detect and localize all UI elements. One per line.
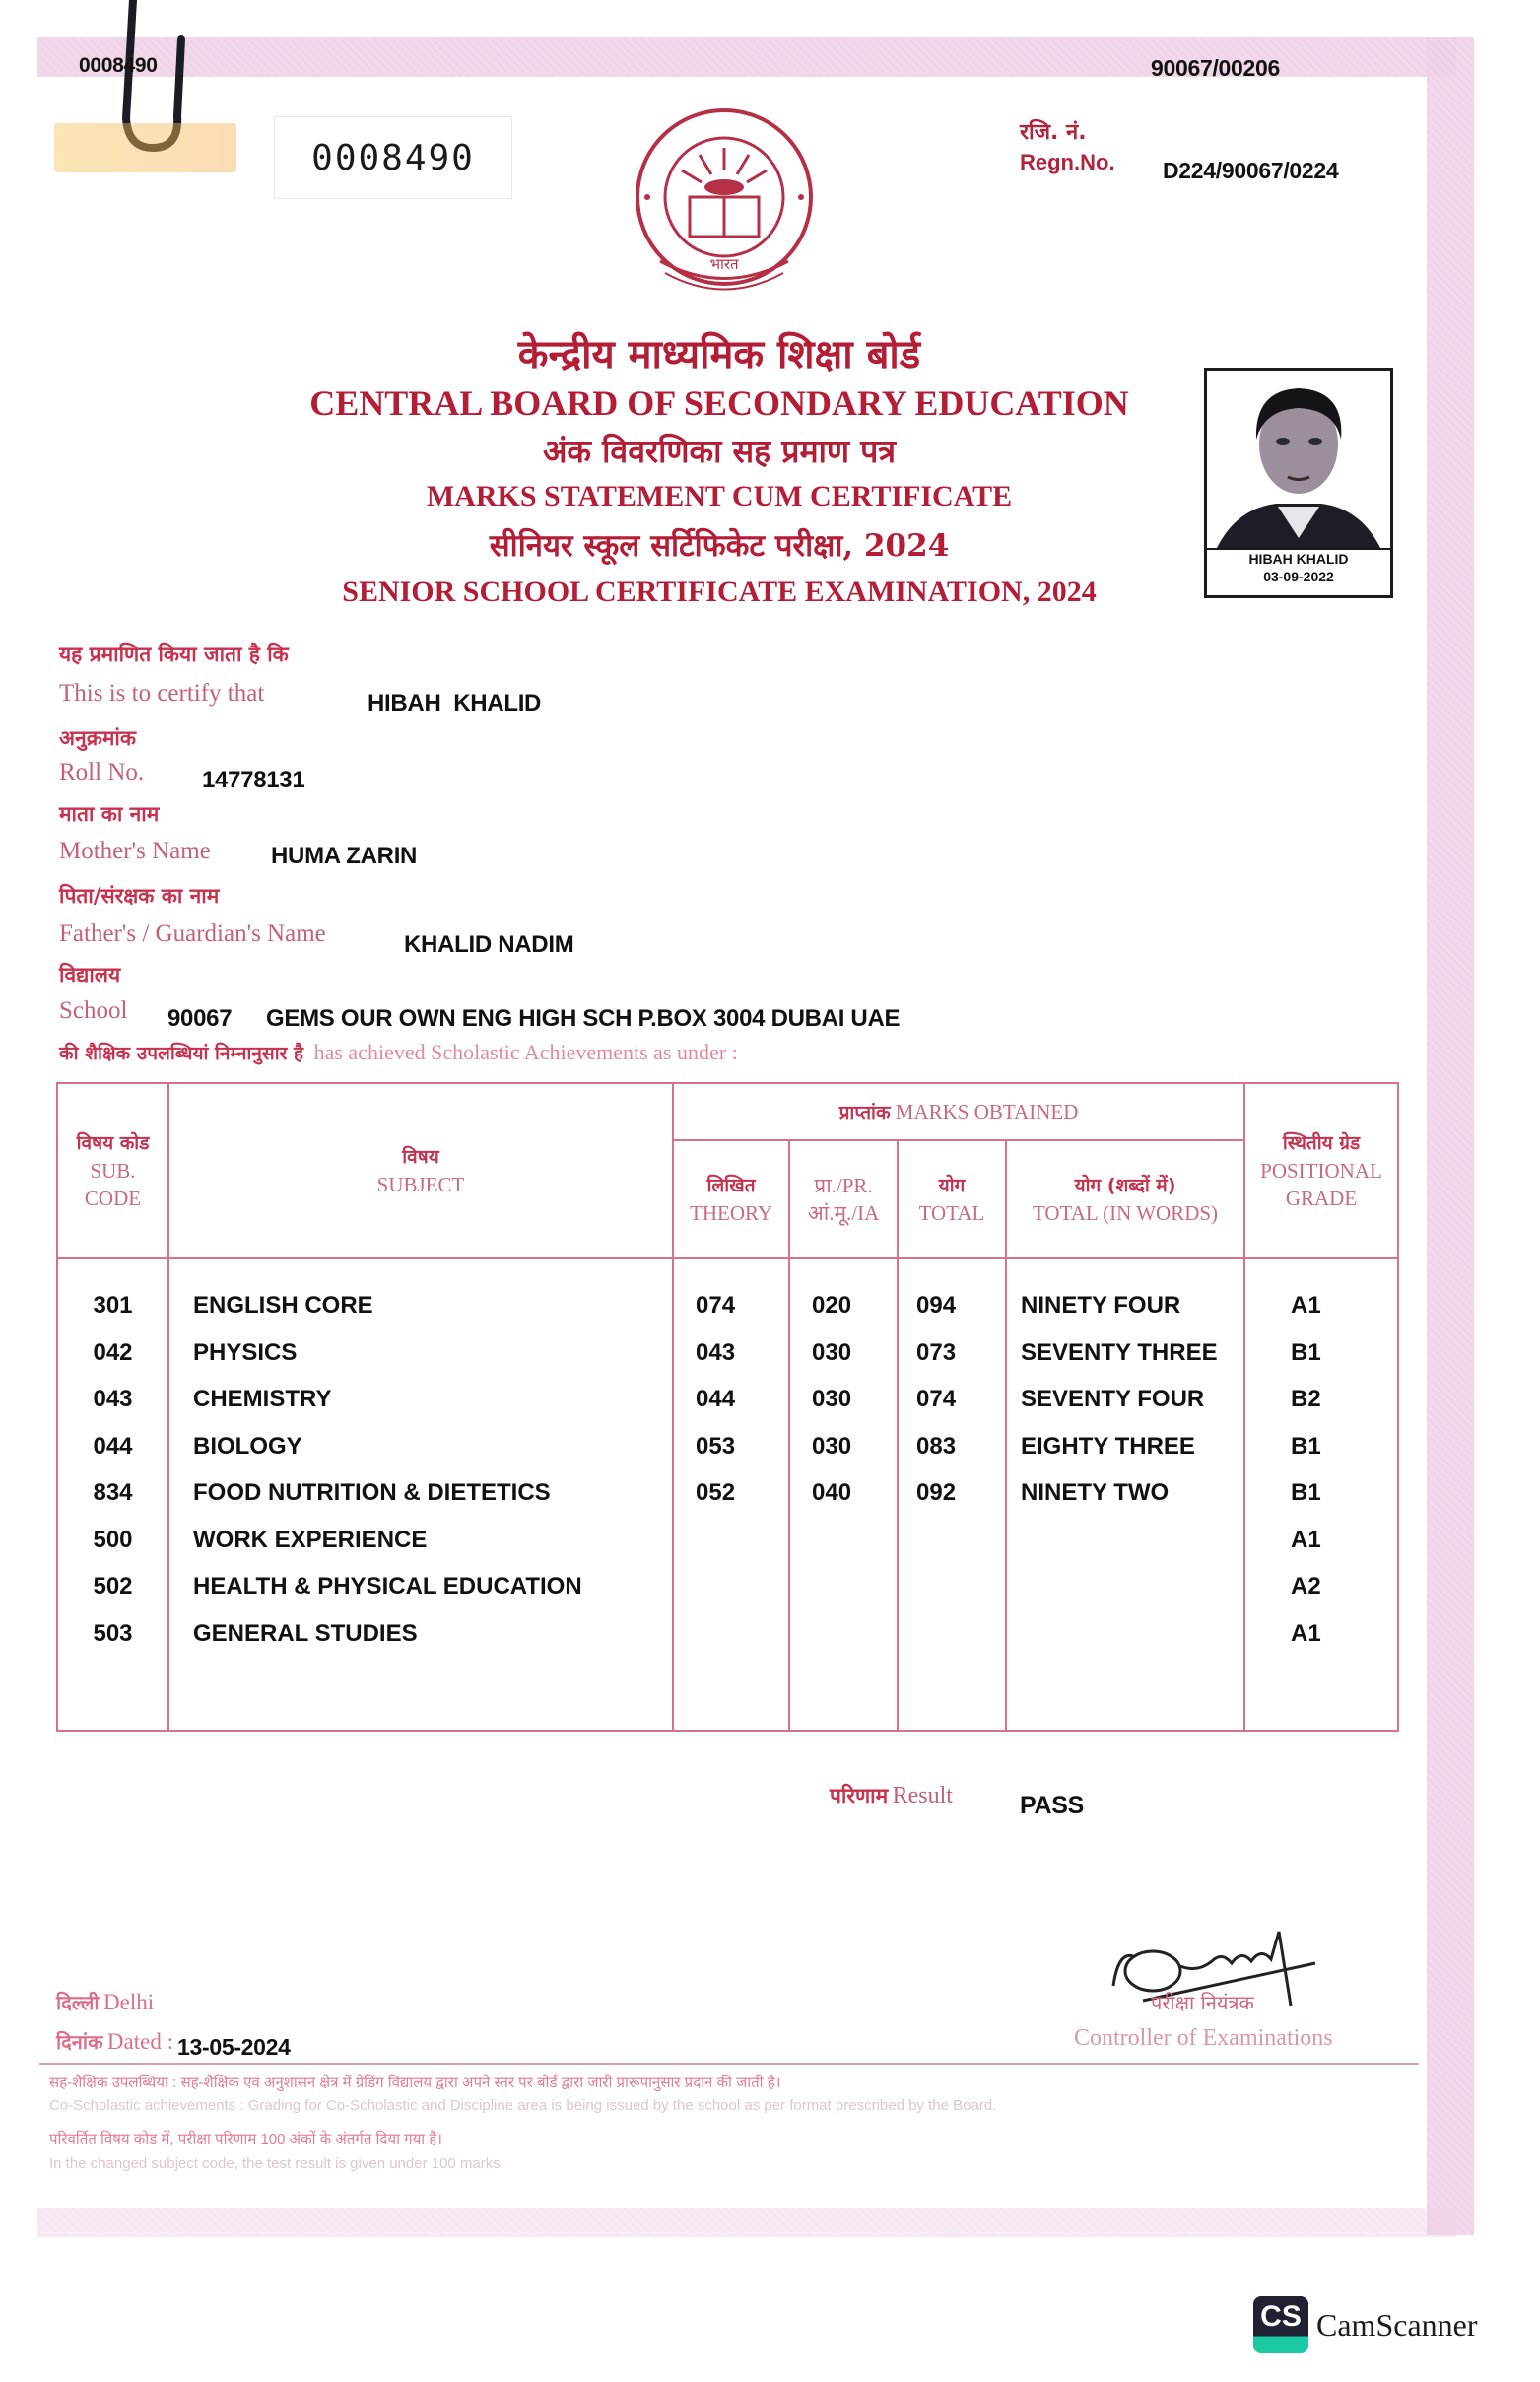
header-grade-english: POSITIONAL GRADE xyxy=(1260,1158,1382,1210)
cell-subject: HEALTH & PHYSICAL EDUCATION xyxy=(193,1573,582,1599)
cell-subject: GENERAL STUDIES xyxy=(193,1619,418,1647)
footnote-2: Co-Scholastic achievements : Grading for Co-Scholastic and Discipline area is being issued by the school as per format prescribed by the Board. xyxy=(49,2097,997,2114)
cell-practical: 030 xyxy=(812,1432,852,1460)
top-right-code: 90067/00206 xyxy=(1151,55,1281,81)
cell-grade: B1 xyxy=(1291,1338,1321,1366)
cell-code: 502 xyxy=(93,1573,133,1599)
cell-practical: 020 xyxy=(812,1292,852,1319)
cell-theory: 044 xyxy=(696,1386,736,1412)
column-practical xyxy=(789,1258,898,1731)
column-sub-code xyxy=(57,1258,168,1731)
controller-title-english: Controller of Examinations xyxy=(1074,2025,1333,2051)
cell-subject: ENGLISH CORE xyxy=(193,1292,373,1319)
place-label-hindi: दिल्ली xyxy=(56,1991,100,2014)
cell-code: 834 xyxy=(93,1479,133,1506)
cell-theory: 074 xyxy=(696,1292,736,1319)
certificate-border-bottom xyxy=(37,2208,1456,2237)
cell-grade: B1 xyxy=(1291,1479,1321,1506)
result-label-hindi: परिणाम xyxy=(830,1784,889,1807)
cell-words xyxy=(1021,1517,1243,1564)
cell-total: 094 xyxy=(916,1292,957,1319)
cell-total: 083 xyxy=(916,1432,957,1460)
header-marks-english: MARKS OBTAINED xyxy=(895,1099,1079,1123)
header-total-hindi: योग xyxy=(938,1174,966,1196)
photo-caption-date: 03-09-2022 xyxy=(1263,569,1334,584)
top-left-stamp xyxy=(54,123,236,172)
school-label-english: School xyxy=(59,997,128,1024)
cell-practical xyxy=(812,1610,897,1658)
cell-theory xyxy=(696,1517,788,1564)
cell-total xyxy=(916,1563,1005,1610)
header-words-english: TOTAL (IN WORDS) xyxy=(1032,1200,1219,1225)
cell-total xyxy=(916,1610,1005,1658)
header-subject-english: SUBJECT xyxy=(376,1172,465,1196)
column-total xyxy=(898,1258,1006,1731)
regn-label xyxy=(1020,118,1115,177)
cell-theory xyxy=(696,1610,788,1658)
camscanner-watermark xyxy=(1253,2296,1478,2353)
school-name: GEMS OUR OWN ENG HIGH SCH P.BOX 3004 DUBAI UAE xyxy=(266,1005,901,1032)
result-label-english: Result xyxy=(892,1783,953,1808)
student-name: HIBAH KHALID xyxy=(368,690,542,716)
cell-total: 092 xyxy=(916,1479,957,1506)
exam-title-english: SENIOR SCHOOL CERTIFICATE EXAMINATION, 2024 xyxy=(342,576,1097,608)
header-marks-obtained xyxy=(673,1083,1244,1140)
header-theory-hindi: लिखित xyxy=(706,1174,756,1196)
cell-grade: B1 xyxy=(1291,1432,1321,1460)
dated-label-hindi: दिनांक xyxy=(56,2030,103,2054)
student-photo xyxy=(1204,368,1393,598)
roll-label-hindi: अनुक्रमांक xyxy=(59,726,136,750)
document-title-hindi: अंक विवरणिका सह प्रमाण पत्र xyxy=(542,433,897,470)
achievement-english: has achieved Scholastic Achievements as under : xyxy=(313,1040,738,1064)
header-sub-code-hindi: विषय कोड xyxy=(76,1131,150,1154)
cell-theory xyxy=(696,1563,788,1610)
issue-date: 13-05-2024 xyxy=(177,2034,291,2060)
cell-practical: 040 xyxy=(812,1479,852,1506)
certify-label-english: This is to certify that xyxy=(59,680,265,707)
cell-words: SEVENTY FOUR xyxy=(1021,1386,1205,1412)
cell-grade: A1 xyxy=(1291,1526,1321,1553)
cell-grade: A2 xyxy=(1291,1573,1321,1599)
column-grade xyxy=(1244,1258,1398,1731)
cell-grade: A1 xyxy=(1291,1292,1321,1319)
header-theory xyxy=(673,1140,789,1258)
cell-subject: CHEMISTRY xyxy=(193,1386,332,1412)
header-subject xyxy=(168,1083,673,1258)
column-total-words xyxy=(1006,1258,1244,1731)
dated-label-english: Dated : xyxy=(106,2029,173,2054)
cell-words xyxy=(1021,1563,1243,1610)
father-label-english: Father's / Guardian's Name xyxy=(59,920,326,947)
cell-subject: WORK EXPERIENCE xyxy=(193,1526,428,1553)
footnote-4: In the changed subject code, the test result is given under 100 marks. xyxy=(49,2155,504,2172)
father-name: KHALID NADIM xyxy=(404,931,574,958)
exam-title-hindi: सीनियर स्कूल सर्टिफिकेट परीक्षा, 2024 xyxy=(489,528,950,564)
camscanner-brand: CamScanner xyxy=(1316,2306,1478,2343)
header-subject-hindi: विषय xyxy=(402,1145,439,1168)
achievement-hindi: की शैक्षिक उपलब्धियां निम्नानुसार है xyxy=(59,1043,304,1064)
header-words-hindi: योग (शब्दों में) xyxy=(1074,1174,1176,1196)
mother-label-english: Mother's Name xyxy=(59,838,211,864)
cell-subject: BIOLOGY xyxy=(193,1432,302,1460)
cell-total xyxy=(916,1517,1005,1564)
cell-words xyxy=(1021,1610,1243,1658)
achievement-line xyxy=(59,1040,738,1065)
cell-theory: 052 xyxy=(696,1479,736,1506)
cell-theory: 043 xyxy=(696,1338,736,1366)
cell-grade: A1 xyxy=(1291,1619,1321,1647)
cell-practical: 030 xyxy=(812,1386,852,1412)
header-theory-english: THEORY xyxy=(690,1200,772,1225)
header-grade-hindi: स्थितीय ग्रेड xyxy=(1282,1131,1361,1154)
camscanner-logo-icon xyxy=(1253,2296,1308,2353)
cell-words: SEVENTY THREE xyxy=(1021,1338,1218,1366)
dated-label xyxy=(56,2028,173,2055)
controller-title-hindi: परीक्षा नियंत्रक xyxy=(1151,1991,1254,2014)
footnote-1: सह-शैक्षिक उपलब्धियां : सह-शैक्षिक एवं अनुशासन क्षेत्र में ग्रेडिंग विद्यालय द्वारा अपने स्तर पर बोर्ड द्वारा जारी प्रारूपानुसार प्रदान की जाती है। xyxy=(49,2075,781,2091)
header-practical xyxy=(789,1140,898,1258)
header-total xyxy=(898,1140,1006,1258)
regn-number: D224/90067/0224 xyxy=(1163,158,1339,183)
school-label-hindi: विद्यालय xyxy=(59,963,121,987)
mother-name: HUMA ZARIN xyxy=(271,843,418,869)
cell-words: EIGHTY THREE xyxy=(1021,1432,1195,1460)
board-name-english: CENTRAL BOARD OF SECONDARY EDUCATION xyxy=(309,383,1129,423)
footnote-3: परिवर्तित विषय कोड में, परीक्षा परिणाम 100 अंकों के अंतर्गत दिया गया है। xyxy=(49,2131,442,2147)
result-value: PASS xyxy=(1020,1792,1085,1819)
header-sub-code xyxy=(57,1083,168,1258)
result-label xyxy=(830,1782,953,1809)
cell-grade: B2 xyxy=(1291,1386,1321,1412)
column-subject xyxy=(168,1258,673,1731)
header-total-words xyxy=(1006,1140,1244,1258)
cbse-seal-icon xyxy=(621,103,828,301)
column-theory xyxy=(673,1258,789,1731)
cell-practical: 030 xyxy=(812,1338,852,1366)
mother-label-hindi: माता का नाम xyxy=(59,802,160,826)
certify-label-hindi: यह प्रमाणित किया जाता है कि xyxy=(59,643,289,666)
document-title-english: MARKS STATEMENT CUM CERTIFICATE xyxy=(426,480,1013,512)
school-code: 90067 xyxy=(167,1005,233,1032)
camscanner-logo-text: CS xyxy=(1260,2300,1302,2333)
header-practical-line2: आं.मू./IA xyxy=(807,1200,880,1225)
place-label xyxy=(56,1989,154,2015)
photo-caption-name: HIBAH KHALID xyxy=(1207,548,1390,568)
certificate-border-right xyxy=(1427,37,1474,2235)
board-name-hindi: केन्द्रीय माध्यमिक शिक्षा बोर्ड xyxy=(517,331,921,377)
regn-label-hi: रजि. नं. xyxy=(1020,120,1087,145)
regn-label-en: Regn.No. xyxy=(1020,150,1115,174)
serial-number: 0008490 xyxy=(311,137,475,178)
cell-words: NINETY TWO xyxy=(1021,1479,1170,1506)
marks-table xyxy=(56,1082,1399,1732)
header-practical-line1: प्रा./PR. xyxy=(814,1173,873,1197)
cell-subject: FOOD NUTRITION & DIETETICS xyxy=(193,1479,551,1506)
cell-code: 042 xyxy=(93,1338,133,1366)
roll-number: 14778131 xyxy=(202,767,305,793)
cell-words: NINETY FOUR xyxy=(1021,1292,1181,1319)
header-marks-hindi: प्राप्तांक xyxy=(838,1101,891,1123)
father-label-hindi: पिता/संरक्षक का नाम xyxy=(59,884,220,908)
cell-practical xyxy=(812,1517,897,1564)
cell-code: 043 xyxy=(93,1386,133,1412)
cell-practical xyxy=(812,1563,897,1610)
cell-code: 500 xyxy=(93,1526,133,1553)
place-label-english: Delhi xyxy=(103,1990,155,2014)
top-left-serial: 0008490 xyxy=(79,54,158,77)
cell-subject: PHYSICS xyxy=(193,1338,298,1366)
cell-total: 074 xyxy=(916,1386,957,1412)
footnote-divider xyxy=(39,2063,1419,2065)
seal-caption: भारत xyxy=(709,255,739,273)
header-sub-code-english: SUB. CODE xyxy=(84,1158,142,1210)
cell-code: 044 xyxy=(93,1432,133,1460)
student-portrait-icon xyxy=(1207,371,1390,548)
header-total-english: TOTAL xyxy=(918,1200,985,1225)
cell-theory: 053 xyxy=(696,1432,736,1460)
roll-label-english: Roll No. xyxy=(59,759,145,785)
cell-total: 073 xyxy=(916,1338,957,1366)
cell-code: 503 xyxy=(93,1619,133,1647)
cell-code: 301 xyxy=(93,1292,133,1319)
serial-number-box xyxy=(274,116,512,199)
header-positional-grade xyxy=(1244,1083,1398,1258)
